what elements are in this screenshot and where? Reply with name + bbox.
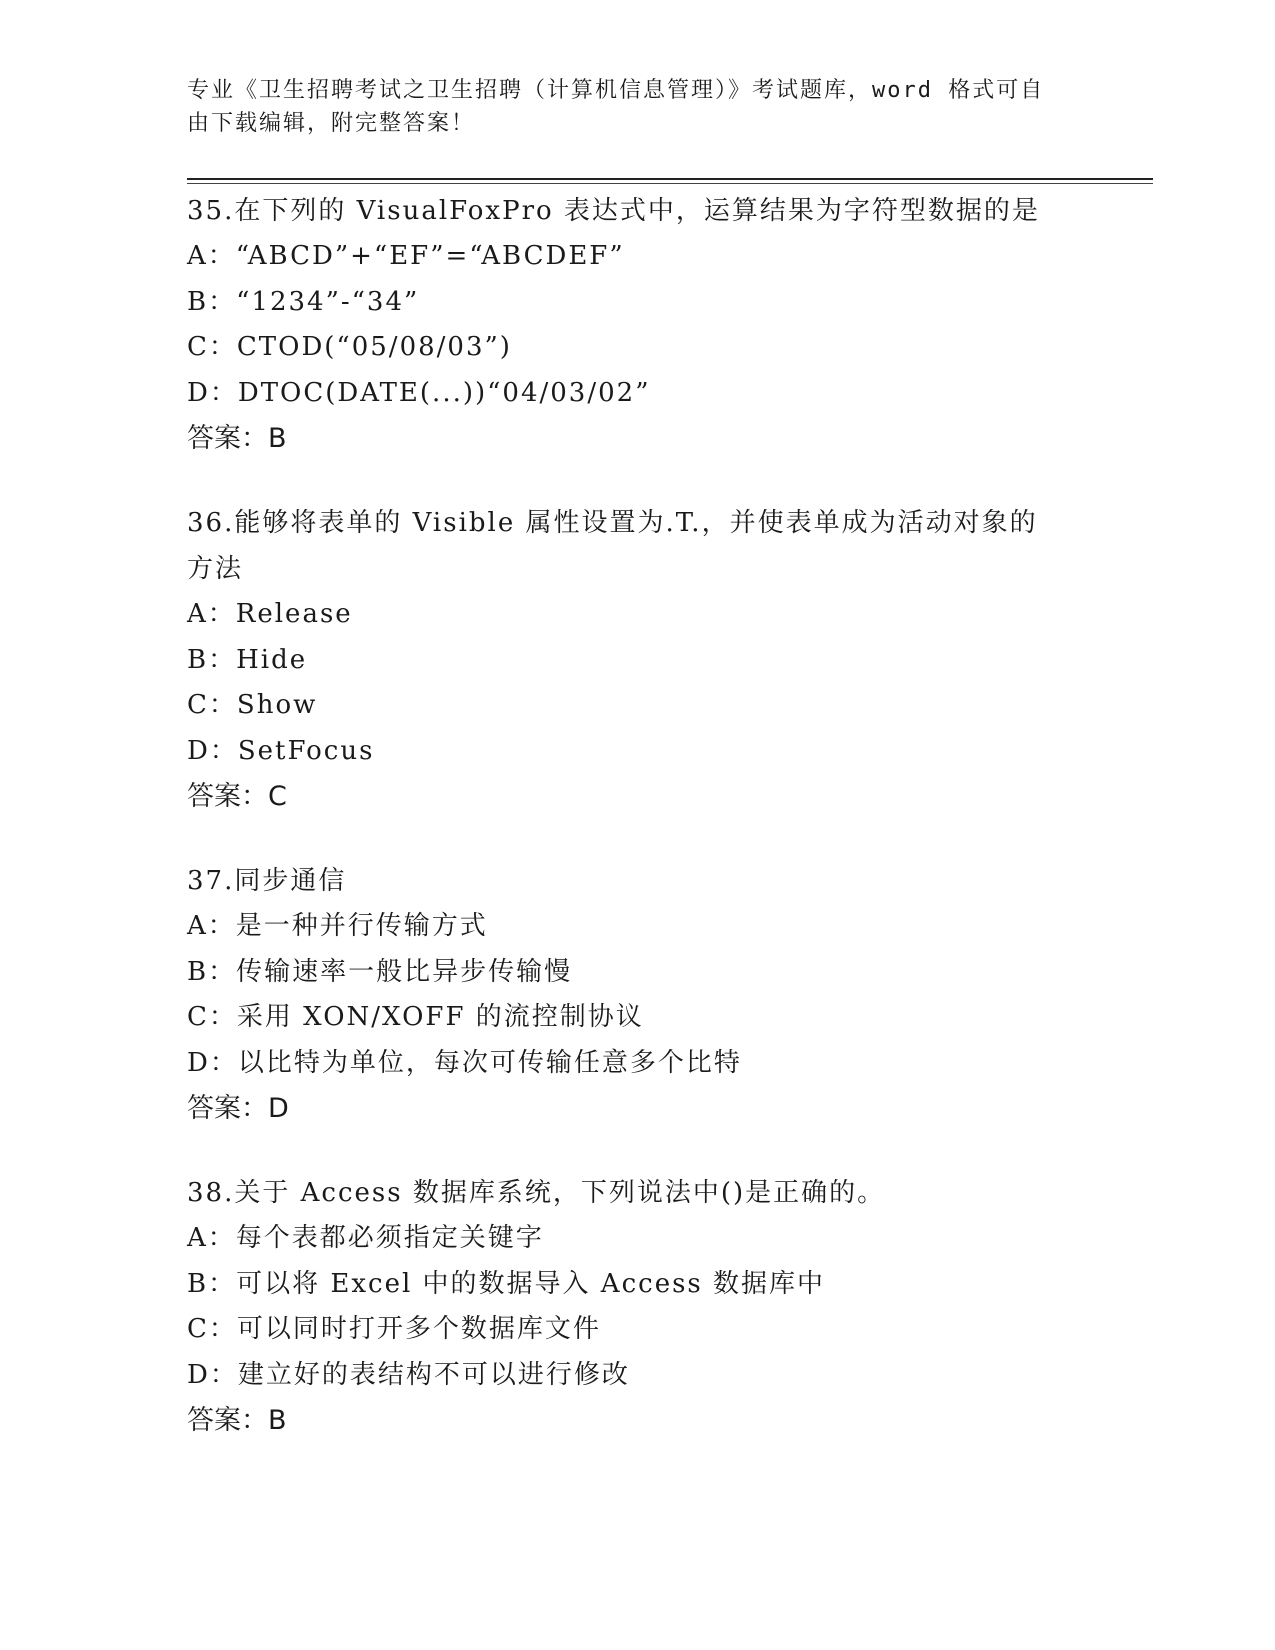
option-b: B：可以将 Excel 中的数据导入 Access 数据库中 bbox=[187, 1268, 826, 1299]
question-37 bbox=[187, 858, 1087, 1132]
option-a: A：“ABCD”+“EF”=“ABCDEF” bbox=[187, 241, 625, 271]
header-divider-thick bbox=[187, 178, 1153, 180]
question-stem: 36.能够将表单的 Visible 属性设置为.T.，并使表单成为活动对象的 bbox=[187, 508, 1038, 538]
option-a: A：每个表都必须指定关键字 bbox=[187, 1223, 544, 1253]
question-38 bbox=[187, 1170, 1087, 1444]
option-d: D：DTOC(DATE(...))“04/03/02” bbox=[187, 377, 651, 408]
option-c: C：CTOD(“05/08/03”) bbox=[187, 332, 512, 362]
option-c: C：Show bbox=[187, 690, 318, 720]
option-c: C：可以同时打开多个数据库文件 bbox=[187, 1314, 601, 1344]
answer-label: 答案：C bbox=[187, 781, 287, 812]
question-stem: 38.关于 Access 数据库系统，下列说法中()是正确的。 bbox=[187, 1178, 886, 1208]
option-b: B：传输速率一般比异步传输慢 bbox=[187, 956, 573, 987]
option-a: A：Release bbox=[187, 599, 353, 629]
option-d: D：建立好的表结构不可以进行修改 bbox=[187, 1359, 630, 1390]
option-b: B：Hide bbox=[187, 644, 308, 675]
header-line-2: 由下载编辑，附完整答案！ bbox=[187, 111, 476, 136]
question-list bbox=[187, 188, 1087, 1482]
option-a: A：是一种并行传输方式 bbox=[187, 911, 488, 941]
answer-label: 答案：D bbox=[187, 1093, 289, 1124]
question-stem: 37.同步通信 bbox=[187, 866, 347, 896]
header-line-1: 专业《卫生招聘考试之卫生招聘（计算机信息管理）》考试题库，word 格式可自 bbox=[187, 78, 1045, 103]
option-b: B：“1234”-“34” bbox=[187, 286, 420, 317]
question-stem-continued: 方法 bbox=[187, 554, 244, 584]
question-stem: 35.在下列的 VisualFoxPro 表达式中，运算结果为字符型数据的是 bbox=[187, 196, 1040, 226]
header-divider-thin bbox=[187, 183, 1153, 184]
question-35 bbox=[187, 188, 1087, 462]
document-header bbox=[187, 74, 1087, 140]
option-c: C：采用 XON/XOFF 的流控制协议 bbox=[187, 1002, 644, 1032]
option-d: D：以比特为单位，每次可传输任意多个比特 bbox=[187, 1047, 742, 1078]
option-d: D：SetFocus bbox=[187, 735, 375, 766]
answer-label: 答案：B bbox=[187, 1405, 287, 1436]
question-36 bbox=[187, 500, 1087, 820]
answer-label: 答案：B bbox=[187, 423, 287, 454]
